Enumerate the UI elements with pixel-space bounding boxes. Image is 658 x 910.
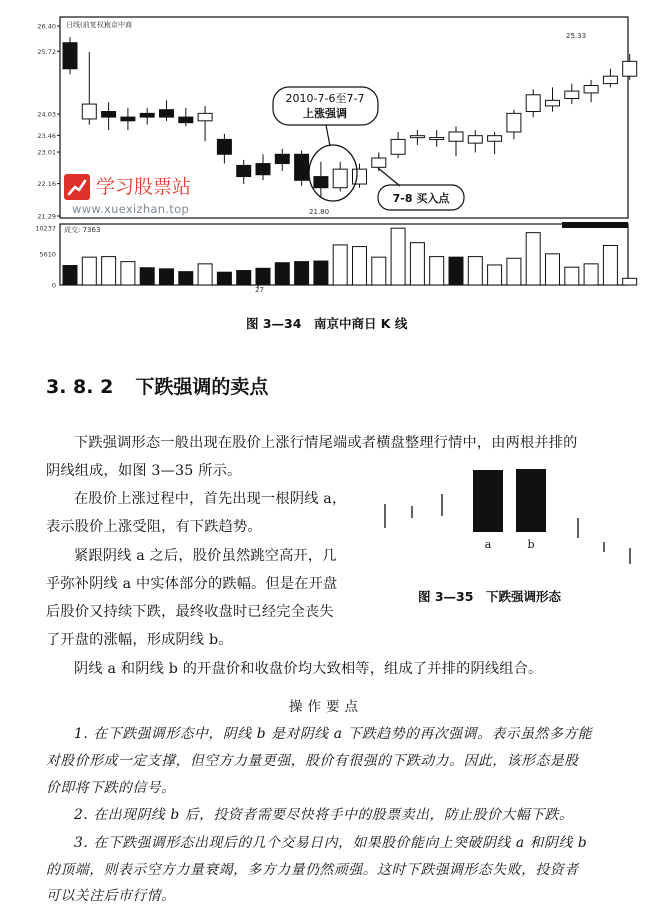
bullish-candle: [584, 85, 598, 92]
volume-bar: [275, 263, 289, 285]
section-heading: [46, 372, 268, 399]
volume-bar: [82, 257, 96, 285]
volume-bar: [160, 269, 174, 285]
volume-bar: [468, 257, 482, 285]
point-1-line-1: 1. 在下跌强调形态中，阴线 b 是对阴线 a 下跌趋势的再次强调。表示虽然多方能: [74, 726, 593, 742]
bullish-candle: [410, 136, 424, 138]
callout-text-2: 7-8 买入点: [392, 192, 450, 205]
volume-bar: [237, 271, 251, 285]
low-label: 21.80: [309, 208, 330, 216]
price-tick-label: 23.46: [37, 131, 56, 140]
figure-caption-1: 图 3—34 南京中商日 K 线: [246, 316, 408, 331]
volume-bar: [565, 267, 579, 285]
bullish-candle: [603, 76, 617, 83]
paragraph-3-line-2: 乎弥补阴线 a 中实体部分的跌幅。但是在开盘: [46, 576, 338, 592]
bearish-candle: [217, 139, 231, 154]
bullish-candle: [391, 139, 405, 154]
point-1-line-3: 价即将下跌的信号。: [46, 780, 176, 796]
point-1-line-2: 对股价形成一定支撑，但空方力量更强，股价有很强的下跌动力。因此，该形态是股: [46, 753, 579, 769]
paragraph-1-line-2: 阴线组成，如图 3—35 所示。: [46, 463, 242, 479]
callout-pointer-2: [378, 168, 400, 186]
volume-bar: [410, 243, 424, 285]
callout-pointer-1: [326, 125, 330, 146]
paragraph-3-line-3: 后股价又持续下跌，最终收盘时已经完全丧失: [46, 604, 334, 620]
volume-label: 成交: 7363: [64, 226, 101, 234]
volume-bar: [179, 272, 193, 285]
volume-bar: [507, 258, 521, 285]
paragraph-1-line-1: 下跌强调形态一般出现在股价上涨行情尾端或者横盘整理行情中，由两根并排的: [74, 435, 578, 451]
callout-text-1b: 上涨强调: [303, 107, 347, 120]
bullish-candle: [507, 113, 521, 132]
section-title: 下跌强调的卖点: [135, 376, 269, 398]
paragraph-2-line-2: 表示股价上涨受阻，有下跌趋势。: [46, 519, 262, 535]
kline-chart: [0, 0, 658, 300]
bearish-candle: [295, 154, 309, 180]
bullish-candle: [333, 169, 347, 188]
price-tick-label: 26.40: [37, 22, 56, 31]
bearish-candle: [256, 164, 270, 175]
section-number: 3. 8. 2: [46, 376, 114, 398]
volume-bar: [526, 233, 540, 285]
watermark-url: www.xuexizhan.top: [72, 202, 190, 216]
price-tick-label: 21.29: [37, 212, 56, 221]
paragraph-4-line-1: 阴线 a 和阴线 b 的开盘价和收盘价均大致相等，组成了并排的阴线组合。: [74, 661, 543, 677]
bearish-candle-b: [516, 469, 546, 532]
paragraph-2-line-1: 在股价上涨过程中，首先出现一根阴线 a，: [74, 491, 347, 507]
volume-bar: [333, 245, 347, 285]
bullish-candle: [353, 169, 367, 184]
volume-bar: [546, 254, 560, 285]
volume-bar: [584, 264, 598, 285]
figure-caption-2: 图 3—35 下跌强调形态: [418, 589, 561, 604]
volume-bar: [198, 264, 212, 285]
bullish-candle: [623, 61, 637, 76]
volume-tick-label: 5610: [39, 250, 56, 259]
date-tick: 27: [255, 286, 264, 294]
bullish-candle: [546, 100, 560, 106]
bullish-candle: [468, 136, 482, 143]
bullish-candle: [565, 91, 579, 98]
volume-bar: [623, 278, 637, 285]
volume-tick-label: 0: [51, 281, 56, 290]
bullish-candle: [526, 95, 540, 112]
paragraph-3-line-1: 紧跟阴线 a 之后，股价虽然跳空高开，几: [74, 548, 337, 564]
price-tick-label: 23.01: [37, 148, 56, 157]
bearish-candle: [237, 165, 251, 176]
volume-bar: [314, 261, 328, 285]
volume-tick-label: 10237: [35, 224, 56, 233]
bearish-candle: [179, 117, 193, 123]
point-3-line-2: 的顶端，则表示空方力量衰竭，多方力量仍然顽强。这时下跌强调形态失败，投资者: [46, 862, 579, 878]
volume-bar: [102, 257, 116, 285]
label-a: a: [484, 538, 492, 551]
volume-bar: [140, 268, 154, 285]
paragraph-3-line-4: 了开盘的涨幅，形成阴线 b。: [46, 632, 233, 648]
bearish-candle: [102, 112, 116, 118]
volume-bar: [372, 257, 386, 285]
volume-panel-top-bar: [562, 222, 628, 228]
volume-bar: [353, 247, 367, 285]
bearish-candle: [63, 43, 77, 69]
volume-bar: [121, 262, 135, 285]
trend-chart-icon: [64, 174, 90, 200]
volume-bar: [488, 265, 502, 285]
pattern-figure: [370, 458, 640, 608]
price-tick-label: 24.03: [37, 110, 56, 119]
bullish-candle: [82, 104, 96, 119]
point-3-line-3: 可以关注后市行情。: [46, 888, 176, 904]
bullish-candle: [430, 138, 444, 140]
volume-bar: [63, 266, 77, 285]
callout-text-1: 2010-7-6至7-7: [285, 92, 365, 105]
volume-bar: [295, 262, 309, 285]
bullish-candle: [198, 113, 212, 120]
watermark: [64, 172, 206, 218]
volume-bar: [256, 268, 270, 285]
volume-bar: [603, 245, 617, 285]
volume-bar: [430, 257, 444, 285]
key-points-title: 操作要点: [289, 699, 363, 715]
volume-bar: [449, 257, 463, 285]
bearish-candle: [314, 177, 328, 188]
price-tick-label: 22.16: [37, 180, 56, 189]
stock-name-label: 日线(前复权): [66, 21, 107, 29]
stock-name: 南京中商: [104, 21, 132, 29]
volume-bar: [217, 272, 231, 285]
bearish-candle-a: [473, 470, 503, 532]
bearish-candle: [160, 110, 174, 117]
label-b: b: [527, 538, 535, 551]
bullish-candle: [449, 132, 463, 141]
bearish-candle: [121, 117, 135, 121]
high-label: 25.33: [566, 32, 587, 40]
bearish-candle: [275, 154, 289, 163]
point-3-line-1: 3. 在下跌强调形态出现后的几个交易日内，如果股价能向上突破阴线 a 和阴线 b: [74, 835, 588, 851]
watermark-name: 学习股票站: [96, 176, 192, 198]
bearish-candle: [140, 113, 154, 117]
bullish-candle: [488, 136, 502, 142]
volume-bar: [391, 228, 405, 285]
bullish-candle: [372, 158, 386, 167]
price-tick-label: 25.72: [37, 47, 56, 56]
point-2-line-1: 2. 在出现阴线 b 后，投资者需要尽快将手中的股票卖出，防止股价大幅下跌。: [74, 807, 574, 823]
